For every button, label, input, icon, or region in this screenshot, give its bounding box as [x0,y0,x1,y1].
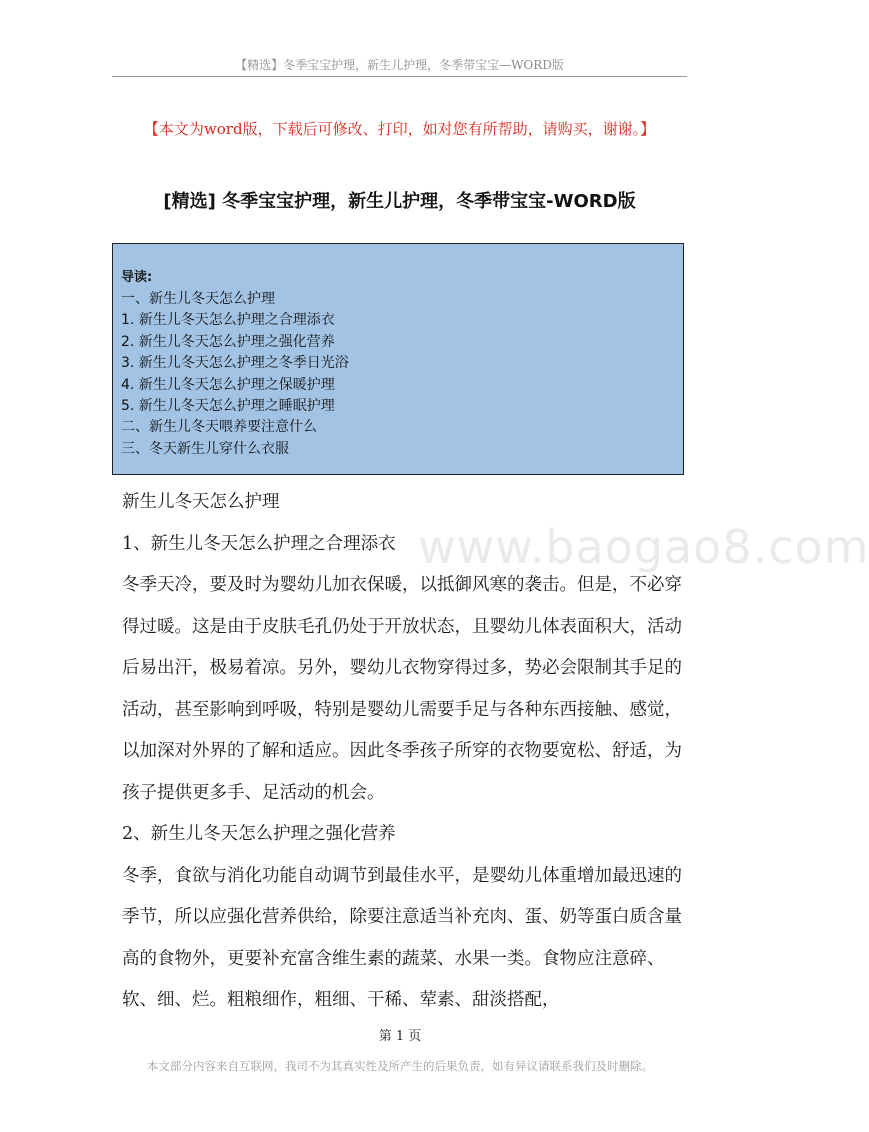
toc-item: 三、冬天新生儿穿什么衣服 [121,440,289,457]
footer-disclaimer: 本文部分内容来自互联网，我司不为其真实性及所产生的后果负责，如有异议请联系我们及时删除。 [147,1059,653,1073]
section-heading: 新生儿冬天怎么护理 [122,492,280,512]
paragraph: 冬季，食欲与消化功能自动调节到最佳水平，是婴幼儿体重增加最迅速的季节，所以应强化营养供给，除要注意适当补充肉、蛋、奶等蛋白质含量高的食物外，更要补充富含维生素的蔬菜、水果一类。食物应注意碎、软、细、烂。粗粮细作，粗细、干稀、荤素、甜淡搭配， [122,865,682,1010]
toc-item: 5. 新生儿冬天怎么护理之睡眠护理 [121,398,335,415]
toc-item: 2. 新生儿冬天怎么护理之强化营养 [121,333,335,350]
subsection-heading: 1、新生儿冬天怎么护理之合理添衣 [122,533,396,554]
page-header: 【精选】冬季宝宝护理，新生儿护理，冬季带宝宝—WORD版 [235,58,564,72]
toc-item: 3. 新生儿冬天怎么护理之冬季日光浴 [121,355,349,372]
header-rule [112,76,687,77]
table-of-contents [112,243,684,475]
purchase-notice: 【本文为word版，下载后可修改、打印，如对您有所帮助，请购买，谢谢。】 [143,120,656,138]
document-body [122,482,692,1022]
subsection-heading: 2、新生儿冬天怎么护理之强化营养 [122,824,396,844]
page-number: 第 1 页 [378,1029,422,1044]
toc-heading: 导读: [121,270,153,285]
watermark: www.baogao8.com [418,520,869,574]
toc-item: 二、新生儿冬天喂养要注意什么 [121,419,317,436]
paragraph: 冬季天冷，要及时为婴幼儿加衣保暖，以抵御风寒的袭击。但是，不必穿得过暖。这是由于皮肤毛孔仍处于开放状态，且婴幼儿体表面积大，活动后易出汗，极易着凉。另外，婴幼儿衣物穿得过多，势必会限制其手足的活动，甚至影响到呼吸，特别是婴幼儿需要手足与各种东西接触、感觉，以加深对外界的了解和适应。因此冬季孩子所穿的衣物要宽松、舒适，为孩子提供更多手、足活动的机会。 [122,575,682,803]
toc-item: 1. 新生儿冬天怎么护理之合理添衣 [121,312,335,329]
document-title: [精选] 冬季宝宝护理，新生儿护理，冬季带宝宝-WORD版 [163,191,636,212]
toc-item: 一、新生儿冬天怎么护理 [121,291,275,307]
toc-item: 4. 新生儿冬天怎么护理之保暖护理 [121,376,335,393]
